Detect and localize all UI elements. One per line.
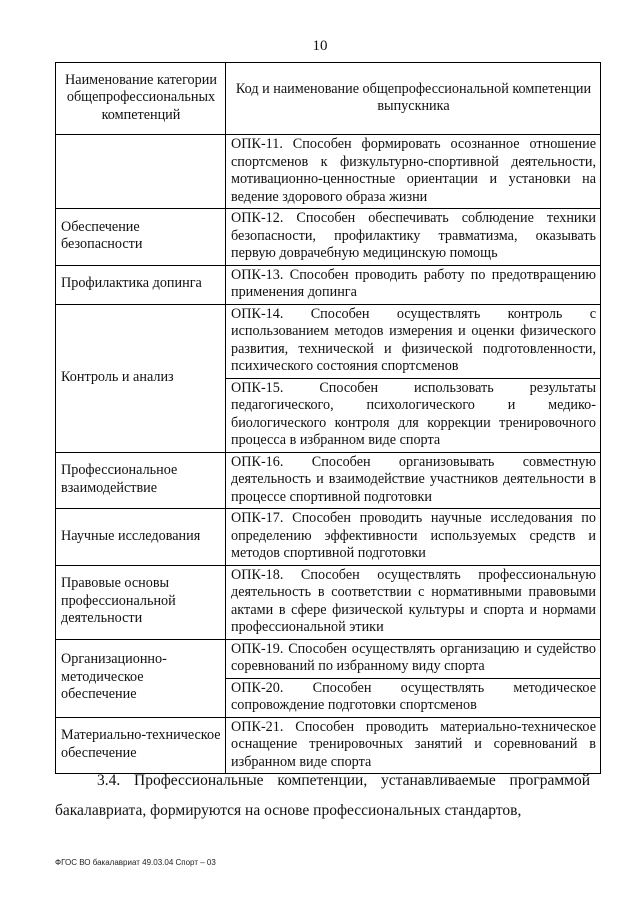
competence-cell: ОПК-14. Способен осуществлять контроль с использованием методов измерения и оценки физического развития, технической и физической подготовленности, психического состояния спортсменов xyxy=(226,304,601,378)
body-paragraph: 3.4. Профессиональные компетенции, устанавливаемые программой бакалавриата, формируются на основе профессиональных стандартов, xyxy=(55,772,590,819)
header-competence: Код и наименование общепрофессиональной компетенции выпускника xyxy=(226,63,601,135)
header-category: Наименование категории общепрофессиональных компетенций xyxy=(56,63,226,135)
table-row xyxy=(56,209,601,266)
category-cell: Организационно-методическое обеспечение xyxy=(56,639,226,717)
competence-cell: ОПК-11. Способен формировать осознанное отношение спортсменов к физкультурно-спортивной деятельности, мотивационно-ценностные ориентации и установки на ведение здорового образа жизни xyxy=(226,135,601,209)
table-header-row xyxy=(56,63,601,135)
category-cell: Обеспечение безопасности xyxy=(56,209,226,266)
competence-cell: ОПК-12. Способен обеспечивать соблюдение техники безопасности, профилактику травматизма, оказывать первую доврачебную медицинскую помощь xyxy=(226,209,601,266)
category-cell: Правовые основы профессиональной деятельности xyxy=(56,565,226,639)
category-cell xyxy=(56,135,226,209)
table-row xyxy=(56,265,601,304)
page-number: 10 xyxy=(312,38,328,54)
competence-cell: ОПК-17. Способен проводить научные исследования по определению эффективности используемых средств и методов спортивной подготовки xyxy=(226,509,601,566)
competence-cell: ОПК-13. Способен проводить работу по предотвращению применения допинга xyxy=(226,265,601,304)
table-row xyxy=(56,452,601,509)
competence-cell: ОПК-19. Способен осуществлять организацию и судейство соревнований по избранному виду спорта xyxy=(226,639,601,678)
competencies-table xyxy=(55,62,601,774)
table-row xyxy=(56,639,601,678)
competence-cell: ОПК-18. Способен осуществлять профессиональную деятельность в соответствии с нормативными правовыми актами в сфере физической культуры и спорта и нормами профессиональной этики xyxy=(226,565,601,639)
competence-cell: ОПК-16. Способен организовывать совместную деятельность и взаимодействие участников деятельности в процессе спортивной подготовки xyxy=(226,452,601,509)
category-cell: Профессиональное взаимодействие xyxy=(56,452,226,509)
page-footer: ФГОС ВО бакалавриат 49.03.04 Спорт – 03 xyxy=(55,858,216,867)
competence-cell: ОПК-21. Способен проводить материально-техническое оснащение тренировочных занятий и соревнований в избранном виде спорта xyxy=(226,717,601,774)
competence-cell: ОПК-20. Способен осуществлять методическое сопровождение подготовки спортсменов xyxy=(226,678,601,717)
table-row xyxy=(56,304,601,378)
table-row xyxy=(56,135,601,209)
category-cell: Материально-техническое обеспечение xyxy=(56,717,226,774)
table-row xyxy=(56,565,601,639)
competence-cell: ОПК-15. Способен использовать результаты педагогического, психологического и медико-биологического контроля для коррекции тренировочного процесса в избранном виде спорта xyxy=(226,378,601,452)
table-row xyxy=(56,509,601,566)
category-cell: Контроль и анализ xyxy=(56,304,226,452)
category-cell: Профилактика допинга xyxy=(56,265,226,304)
category-cell: Научные исследования xyxy=(56,509,226,566)
